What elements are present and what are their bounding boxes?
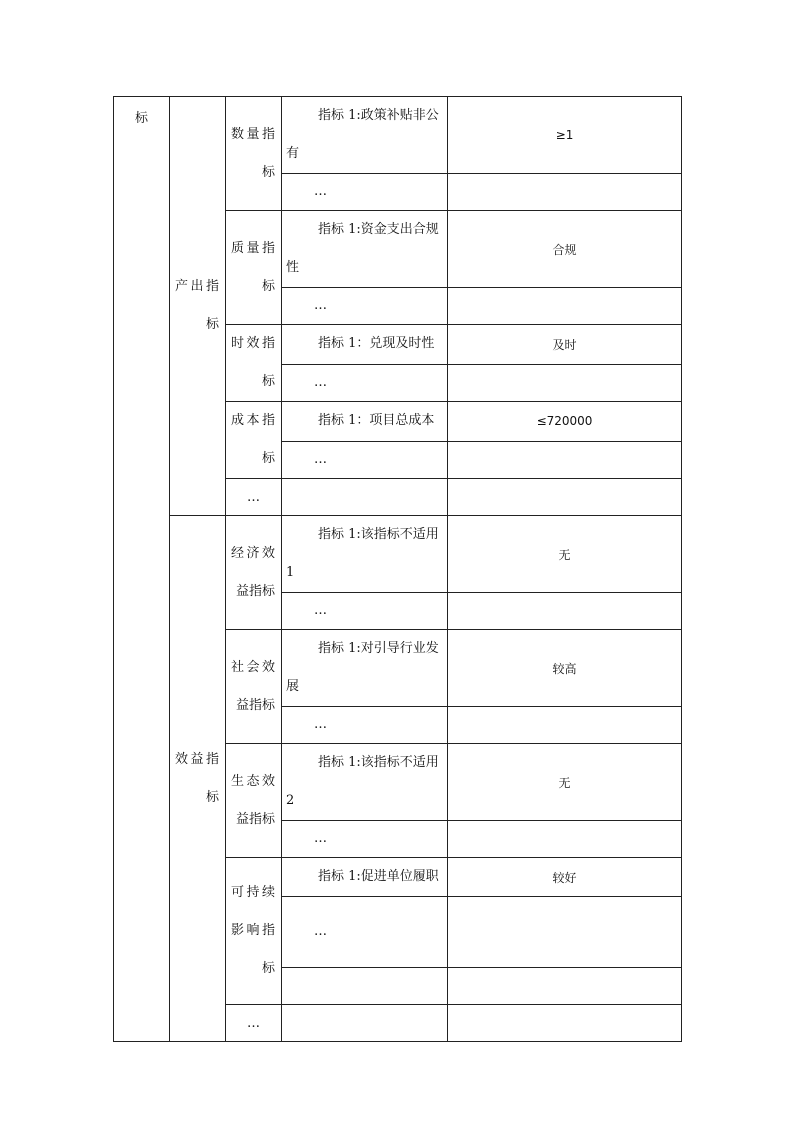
value-ecological-empty bbox=[448, 821, 682, 858]
value-timeliness-empty bbox=[448, 364, 682, 402]
benefit-more-value-empty bbox=[448, 1005, 682, 1042]
value-economic: 无 bbox=[448, 516, 682, 593]
performance-indicator-table bbox=[113, 96, 682, 1042]
value-quality: 合规 bbox=[448, 211, 682, 288]
level3-sustainable-label: 可持续影响指标 bbox=[226, 858, 282, 1005]
value-quantity: ≥1 bbox=[448, 97, 682, 174]
output-more-value-empty bbox=[448, 479, 682, 516]
indicator-social-more: … bbox=[282, 707, 448, 744]
indicator-economic: 指标 1:该指标不适用1 bbox=[282, 516, 448, 593]
output-more: … bbox=[226, 479, 282, 516]
level2-benefit-label: 效益指标 bbox=[170, 516, 226, 1042]
value-timeliness: 及时 bbox=[448, 325, 682, 365]
value-quantity-empty bbox=[448, 174, 682, 211]
indicator-sustainable: 指标 1:促进单位履职 bbox=[282, 858, 448, 897]
level3-timeliness-label: 时效指标 bbox=[226, 325, 282, 402]
indicator-economic-more: … bbox=[282, 593, 448, 630]
indicator-sustainable-empty bbox=[282, 968, 448, 1005]
benefit-more-indicator-empty bbox=[282, 1005, 448, 1042]
value-economic-empty bbox=[448, 593, 682, 630]
level1-label: 标 bbox=[114, 97, 170, 1042]
indicator-social: 指标 1:对引导行业发展 bbox=[282, 630, 448, 707]
indicator-quantity-more: … bbox=[282, 174, 448, 211]
level3-quantity-label: 数量指标 bbox=[226, 97, 282, 211]
indicator-timeliness: 指标 1：兑现及时性 bbox=[282, 325, 448, 365]
value-cost-empty bbox=[448, 441, 682, 479]
indicator-timeliness-more: … bbox=[282, 364, 448, 402]
level3-social-label: 社会效益指标 bbox=[226, 630, 282, 744]
value-ecological: 无 bbox=[448, 744, 682, 821]
value-sustainable: 较好 bbox=[448, 858, 682, 897]
value-sustainable-empty bbox=[448, 897, 682, 968]
level3-ecological-label: 生态效益指标 bbox=[226, 744, 282, 858]
level3-economic-label: 经济效益指标 bbox=[226, 516, 282, 630]
value-social: 较高 bbox=[448, 630, 682, 707]
indicator-cost: 指标 1：项目总成本 bbox=[282, 402, 448, 442]
value-sustainable-empty-2 bbox=[448, 968, 682, 1005]
indicator-quality: 指标 1:资金支出合规性 bbox=[282, 211, 448, 288]
level2-output-label: 产出指标 bbox=[170, 97, 226, 516]
value-social-empty bbox=[448, 707, 682, 744]
indicator-ecological: 指标 1:该指标不适用2 bbox=[282, 744, 448, 821]
level3-quality-label: 质量指标 bbox=[226, 211, 282, 325]
indicator-quality-more: … bbox=[282, 288, 448, 325]
indicator-cost-more: … bbox=[282, 441, 448, 479]
value-cost: ≤720000 bbox=[448, 402, 682, 442]
output-more-indicator-empty bbox=[282, 479, 448, 516]
indicator-ecological-more: … bbox=[282, 821, 448, 858]
indicator-sustainable-more: … bbox=[282, 897, 448, 968]
value-quality-empty bbox=[448, 288, 682, 325]
level3-cost-label: 成本指标 bbox=[226, 402, 282, 479]
indicator-quantity: 指标 1:政策补贴非公有 bbox=[282, 97, 448, 174]
benefit-more: … bbox=[226, 1005, 282, 1042]
